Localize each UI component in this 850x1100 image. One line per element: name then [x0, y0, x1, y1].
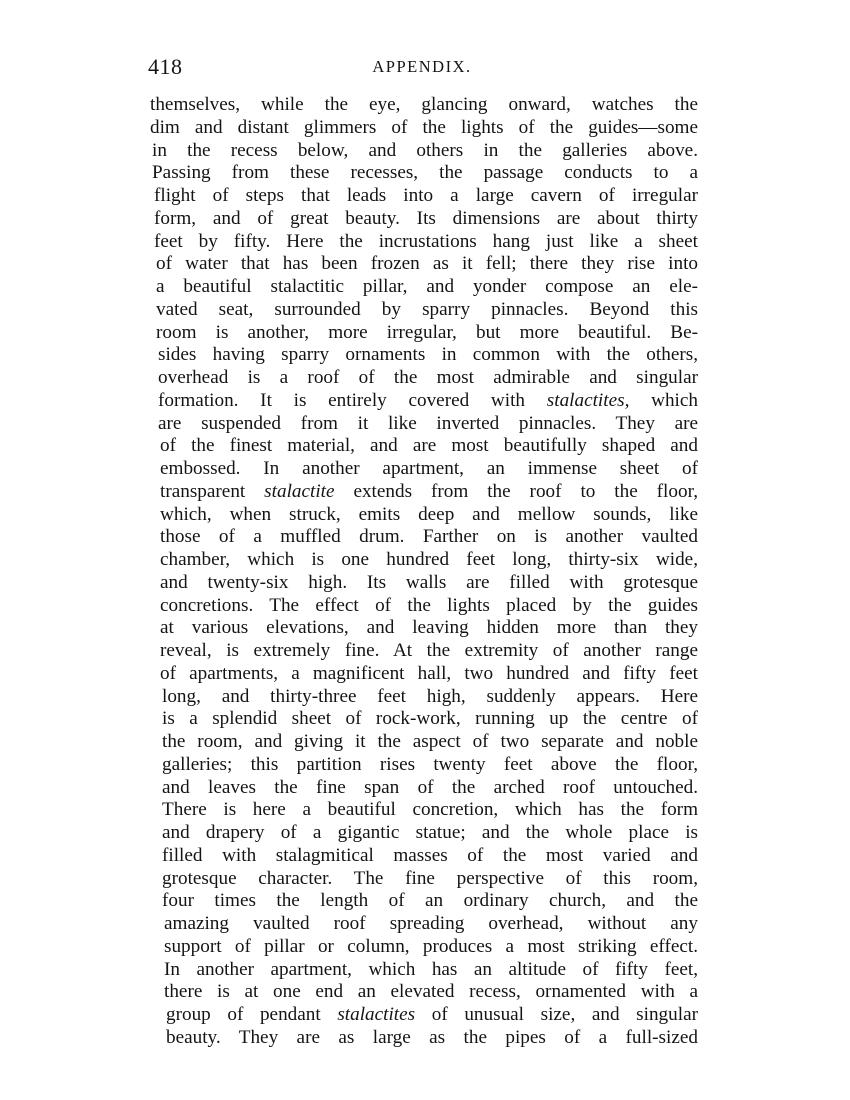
text-run: support of pillar or column, produces a most striking effect. — [164, 935, 698, 957]
text-run: group of pendant — [166, 1004, 338, 1025]
text-line — [164, 936, 698, 959]
italic-term: stalactites — [337, 1004, 416, 1025]
text-run: of the finest material, and are most beautifully shaped and — [160, 435, 698, 457]
text-line — [160, 595, 698, 618]
text-run: In another apartment, which has an altitude of fifty feet, — [164, 958, 698, 980]
body-text — [150, 94, 698, 1050]
text-line — [162, 708, 698, 731]
text-line — [160, 458, 698, 481]
text-run: There is here a beautiful concretion, which has the form — [162, 799, 698, 821]
text-run: dim and distant glimmers of the lights of the guides—some — [150, 116, 698, 138]
text-run: vated seat, surrounded by sparry pinnacles. Beyond this — [156, 298, 698, 320]
text-line — [156, 299, 698, 322]
text-line — [160, 663, 698, 686]
text-line — [158, 390, 698, 413]
text-line — [160, 617, 698, 640]
text-run: grotesque character. The fine perspective of this room, — [162, 867, 698, 889]
text-run: chamber, which is one hundred feet long, thirty-six wide, — [160, 549, 698, 570]
text-run: and twenty-six high. Its walls are filled with grotesque — [160, 571, 698, 593]
text-line — [158, 413, 698, 436]
text-run: beauty. They are as large as the pipes of a full-sized — [166, 1026, 698, 1048]
text-run: four times the length of an ordinary church, and the — [162, 890, 698, 912]
text-line — [160, 640, 698, 663]
text-run: at various elevations, and leaving hidden more than they — [160, 617, 698, 639]
text-run: in the recess below, and others in the galleries above. — [152, 139, 698, 161]
text-line — [156, 276, 698, 299]
text-run: and drapery of a gigantic statue; and the whole place is — [162, 822, 698, 843]
text-line — [164, 959, 698, 982]
text-line — [156, 322, 698, 345]
text-run: extends from the roof to the floor, — [334, 480, 698, 502]
text-line — [158, 344, 698, 367]
text-line — [154, 208, 698, 231]
text-line — [164, 913, 698, 936]
text-run: those of a muffled drum. Farther on is another vaulted — [160, 526, 698, 548]
text-run: form, and of great beauty. Its dimensions are about thirty — [154, 207, 698, 229]
text-line — [160, 549, 698, 572]
text-line — [162, 822, 698, 845]
text-line — [166, 1004, 698, 1027]
text-line — [162, 845, 698, 868]
text-line — [162, 868, 698, 891]
text-line — [154, 231, 698, 254]
text-line — [160, 504, 698, 527]
text-line — [150, 117, 698, 140]
text-run: of unusual size, and singular — [415, 1004, 698, 1025]
text-run: formation. It is entirely covered with — [158, 389, 547, 411]
text-run: of apartments, a magnificent hall, two hundred and fifty feet — [160, 662, 698, 684]
text-run: a beautiful stalactitic pillar, and yonder compose an ele- — [156, 276, 698, 297]
text-run: and leaves the fine span of the arched roof untouched. — [162, 776, 698, 798]
text-line — [166, 1027, 698, 1050]
text-run: of water that has been frozen as it fell; there they rise into — [156, 253, 698, 275]
text-run: sides having sparry ornaments in common with the others, — [158, 344, 698, 366]
text-line — [162, 686, 698, 709]
text-run: feet by fifty. Here the incrustations hang just like a sheet — [154, 230, 698, 252]
text-line — [162, 777, 698, 800]
text-run: are suspended from it like inverted pinnacles. They are — [158, 412, 698, 434]
text-line — [162, 754, 698, 777]
text-line — [164, 981, 698, 1004]
text-run: embossed. In another apartment, an immense sheet of — [160, 458, 698, 479]
text-run: filled with stalagmitical masses of the most varied and — [162, 844, 698, 866]
text-line — [160, 481, 698, 504]
running-head: APPENDIX. — [372, 57, 472, 76]
text-line — [152, 162, 698, 185]
text-run: which — [629, 389, 698, 411]
text-run: there is at one end an elevated recess, ornamented with a — [164, 981, 698, 1003]
text-run: concretions. The effect of the lights placed by the guides — [160, 594, 698, 616]
text-run: reveal, is extremely fine. At the extremity of another range — [160, 640, 698, 661]
text-line — [154, 185, 698, 208]
text-run: Passing from these recesses, the passage conducts to a — [152, 162, 698, 184]
text-line — [160, 526, 698, 549]
text-line — [160, 435, 698, 458]
text-run: room is another, more irregular, but more beautiful. Be- — [156, 321, 698, 343]
text-run: flight of steps that leads into a large cavern of irregular — [154, 185, 698, 206]
text-run: amazing vaulted roof spreading overhead, without any — [164, 913, 698, 934]
text-run: which, when struck, emits deep and mellow sounds, like — [160, 503, 698, 525]
italic-term: stalactites, — [546, 389, 630, 411]
text-run: transparent — [160, 480, 265, 502]
text-run: long, and thirty-three feet high, suddenly appears. Here — [162, 685, 698, 707]
text-run: themselves, while the eye, glancing onward, watches the — [150, 94, 698, 115]
text-run: is a splendid sheet of rock-work, running up the centre of — [162, 708, 698, 730]
page-number: 418 — [148, 54, 183, 79]
text-line — [162, 890, 698, 913]
text-line — [156, 253, 698, 276]
text-line — [150, 94, 698, 117]
text-run: galleries; this partition rises twenty feet above the floor, — [162, 753, 698, 775]
italic-term: stalactite — [264, 480, 335, 502]
page-header — [148, 54, 696, 78]
text-run: overhead is a roof of the most admirable and singular — [158, 367, 698, 388]
text-run: the room, and giving it the aspect of two separate and noble — [162, 731, 698, 752]
text-line — [162, 731, 698, 754]
text-line — [162, 799, 698, 822]
text-line — [160, 572, 698, 595]
text-line — [152, 140, 698, 163]
text-line — [158, 367, 698, 390]
